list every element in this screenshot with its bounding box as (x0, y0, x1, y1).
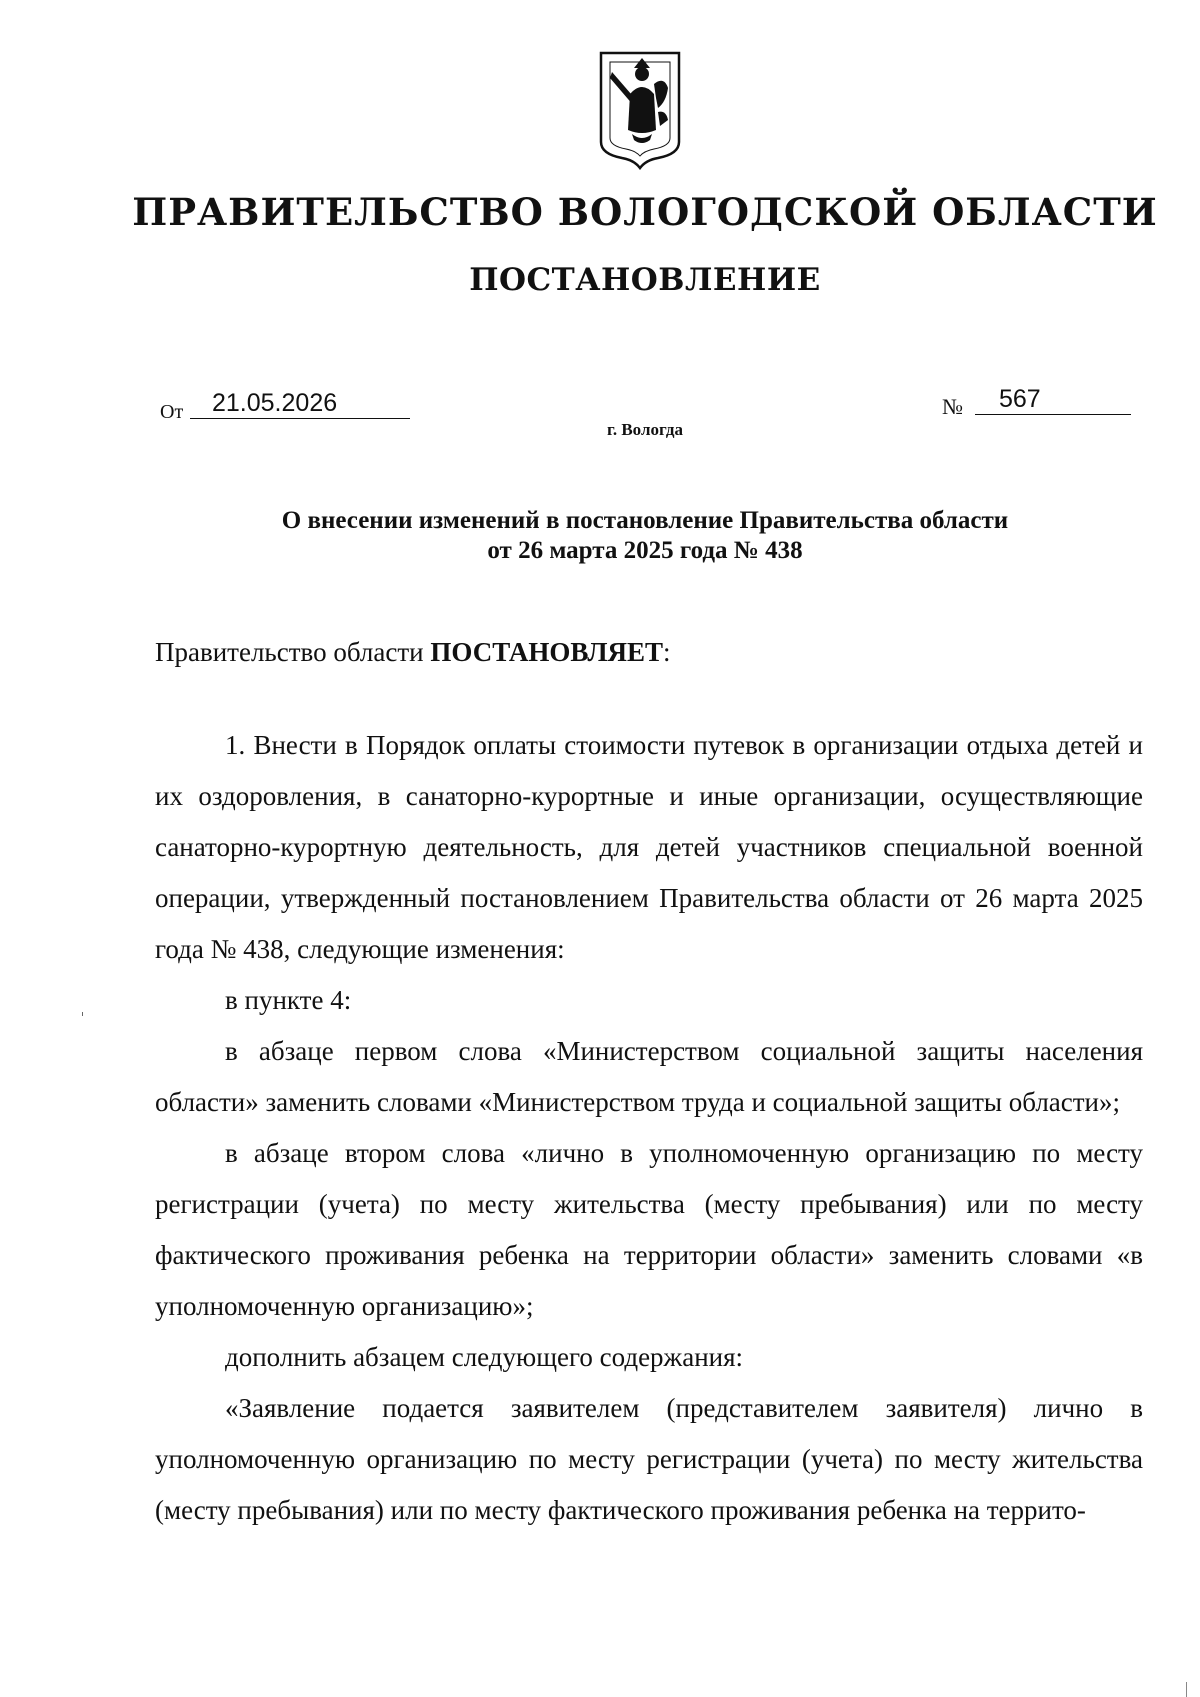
organization-title: ПРАВИТЕЛЬСТВО ВОЛОГОДСКОЙ ОБЛАСТИ (132, 190, 1158, 234)
body-paragraph: в абзаце втором слова «лично в уполномоченную организацию по месту регистрации (учета) по месту жительства (месту пребывания) или по месту фактического проживания ребенка на территории области» заменить словами «в уполномоченную организацию»; (155, 1138, 1143, 1321)
vologda-coat-of-arms-icon (598, 50, 682, 170)
document-body (155, 720, 1143, 1536)
preamble-tail: : (662, 637, 671, 667)
preamble (155, 637, 671, 668)
date-label: От (160, 401, 184, 423)
document-type-title: ПОСТАНОВЛЕНИЕ (469, 262, 821, 298)
subject-line: О внесении изменений в постановление Правительства области (281, 507, 1009, 534)
document-subject (190, 506, 1100, 566)
number-label: № (942, 394, 963, 419)
city-label: г. Вологда (607, 420, 683, 439)
preamble-decree-word: ПОСТАНОВЛЯЕТ (430, 637, 663, 667)
body-paragraph: «Заявление подается заявителем (представителем заявителя) лично в уполномоченную организацию по месту регистрации (учета) по месту жительства (месту пребывания) или по месту фактического проживания ребенка на террито- (155, 1393, 1143, 1525)
body-paragraph: в абзаце первом слова «Министерством социальной защиты населения области» заменить словами «Министерством труда и социальной защиты области»; (155, 1036, 1143, 1117)
scan-mark (82, 1012, 83, 1016)
subject-line: от 26 марта 2025 года № 438 (487, 537, 803, 564)
scan-mark (1186, 1682, 1187, 1697)
body-paragraph: 1. Внести в Порядок оплаты стоимости путевок в организации отдыха детей и их оздоровления, в санаторно-курортные и иные организации, осуществляющие санаторно-курортную деятельность, для детей участников специальной военной операции, утвержденный постановлением Правительства области от 26 марта 2025 года № 438, следующие изменения: (155, 730, 1143, 964)
body-paragraph: дополнить абзацем следующего содержания: (225, 1342, 744, 1372)
document-number: 567 (975, 384, 1131, 415)
document-date: 21.05.2026 (190, 388, 410, 419)
preamble-text: Правительство области (155, 637, 431, 667)
body-paragraph: в пункте 4: (225, 985, 352, 1015)
